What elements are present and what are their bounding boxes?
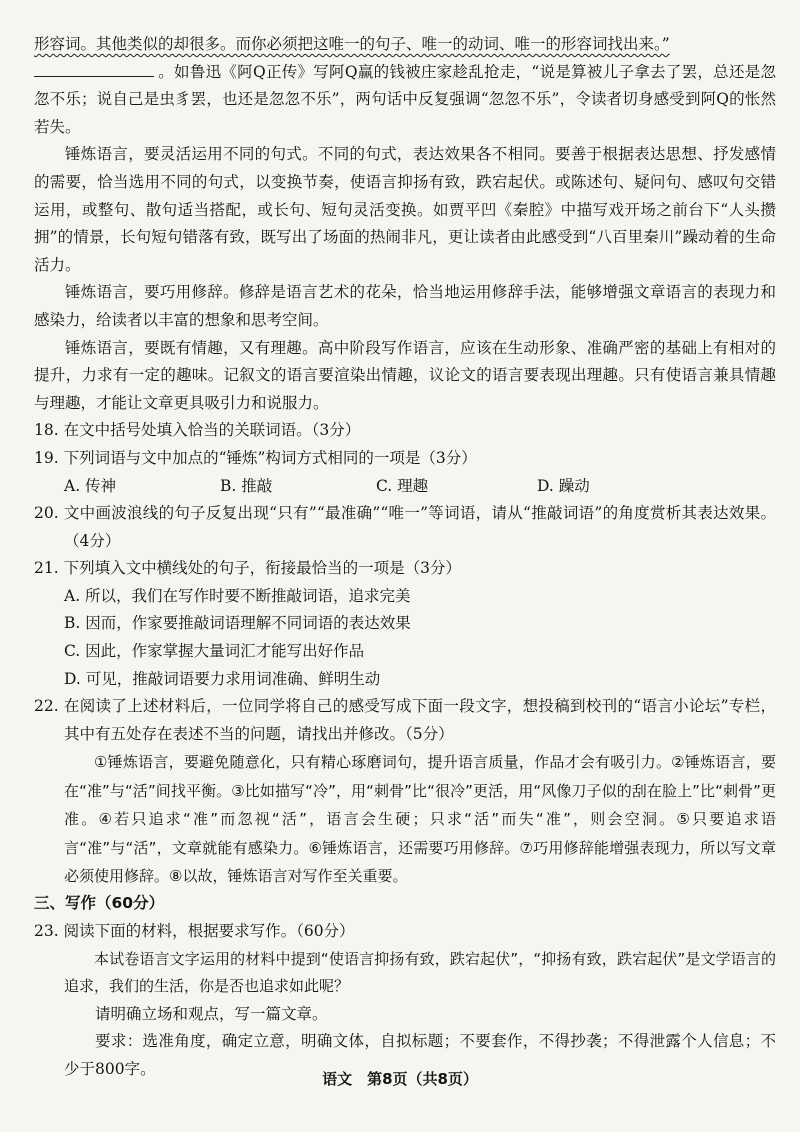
question-19-options [34, 473, 776, 501]
question-23-stem: 23. 阅读下面的材料，根据要求写作。（60分） [34, 922, 355, 941]
question-23-material: 本试卷语言文字运用的材料中提到“使语言抑扬有致，跌宕起伏”，“抑扬有致，跌宕起伏”是文学语言的追求，我们的生活，你是否也追求如此呢？ [64, 949, 776, 996]
q19-option-a: A. 传神 [64, 476, 117, 495]
q21-option-d: D. 可见，推敲词语要力求用词准确、鲜明生动 [64, 669, 381, 688]
q21-option-c: C. 因此，作家掌握大量词汇才能写出好作品 [64, 642, 365, 661]
answer-blank-line [34, 62, 154, 77]
passage-paragraph-sentence-patterns: 锤炼语言，要灵活运用不同的句式。不同的句式，表达效果各不相同。要善于根据表达思想、抒发感情的需要，恰当选用不同的句式，以变换节奏，使语言抑扬有致，跌宕起伏。或陈述句、疑问句、感叹句交错运用，或整句、散句适当搭配，或长句、短句灵活变换。如贾平凹《秦腔》中描写戏开场之前台下“人头攒拥”的情景，长句短句错落有致，既写出了场面的热闹非凡，更让读者由此感受到“八百里秦川”躁动着的生命活力。 [34, 145, 776, 274]
question-19-stem: 19. 下列词语与文中加点的“锤炼”构词方式相同的一项是（3分） [34, 448, 477, 467]
passage-blank-paragraph [34, 59, 776, 142]
passage-paragraph-interest: 锤炼语言，要既有情趣，又有理趣。高中阶段写作语言，应该在生动形象、准确严密的基础上有相对的提升，力求有一定的趣味。记叙文的语言要渲染出情趣，议论文的语言要表现出理趣。只有使语言兼具情趣与理趣，才能让文章更具吸引力和说服力。 [34, 338, 776, 412]
passage-paragraph-rhetoric: 锤炼语言，要巧用修辞。修辞是语言艺术的花朵，恰当地运用修辞手法，能够增强文章语言的表现力和感染力，给读者以丰富的想象和思考空间。 [34, 283, 776, 329]
question-20: 20. 文中画波浪线的句子反复出现“只有”“最准确”“唯一”等词语，请从“推敲词语”的角度赏析其表达效果。（4分） [34, 504, 776, 550]
passage-line-wavy [34, 31, 776, 59]
q19-option-c: C. 理趣 [376, 476, 429, 495]
q21-option-b: B. 因而，作家要推敲词语理解不同词语的表达效果 [64, 614, 411, 633]
q21-option-a: A. 所以，我们在写作时要不断推敲词语，追求完美 [64, 586, 411, 605]
question-23-instruction: 请明确立场和观点，写一篇文章。 [95, 1004, 328, 1023]
question-22-stem: 22. 在阅读了上述材料后，一位同学将自己的感受写成下面一段文字，想投稿到校刊的“语言小论坛”专栏，其中有五处存在表述不当的问题，请找出并修改。（5分） [34, 697, 776, 743]
q19-option-d: D. 躁动 [537, 476, 590, 495]
section-3-heading: 三、写作（60分） [34, 894, 165, 913]
wavy-underlined-sentence: 形容词。其他类似的却很多。而你必须把这唯一的句子、唯一的动词、唯一的形容词找出来。” [34, 35, 670, 53]
q19-option-b: B. 推敲 [220, 476, 273, 495]
passage-blank-text: 。如鲁迅《阿Q正传》写阿Q赢的钱被庄家趁乱抢走，“说是算被儿子拿去了罢，总还是忽忽不乐；说自己是虫豸罢，也还是忽忽不乐”，两句话中反复强调“忽忽不乐”，令读者切身感受到阿Q的怅然若失。 [34, 62, 776, 136]
question-18: 18. 在文中括号处填入恰当的关联词语。（3分） [34, 421, 361, 440]
page-content [34, 31, 776, 1084]
question-23-requirements: 要求：选准角度，确定立意，明确文体，自拟标题；不要套作，不得抄袭；不得泄露个人信息；不少于800字。 [64, 1032, 776, 1079]
question-22-paragraph: ①锤炼语言，要避免随意化，只有精心琢磨词句，提升语言质量，作品才会有吸引力。②锤炼语言，要在“准”与“活”间找平衡。③比如描写“冷”，用“刺骨”比“很冷”更活，用“风像刀子似的刮在脸上”比“刺骨”更准。④若只追求“准”而忽视“活”，语言会生硬；只求“活”而失“准”，则会空洞。⑤只要追求语言“准”与“活”，文章就能有感染力。⑥锤炼语言，还需要巧用修辞。⑦巧用修辞能增强表现力，所以写文章必须使用修辞。⑧以故，锤炼语言对写作至关重要。 [64, 753, 776, 886]
page-footer: 语文 第8页（共8页） [322, 1070, 478, 1088]
question-21-stem: 21. 下列填入文中横线处的句子，衔接最恰当的一项是（3分） [34, 559, 461, 578]
